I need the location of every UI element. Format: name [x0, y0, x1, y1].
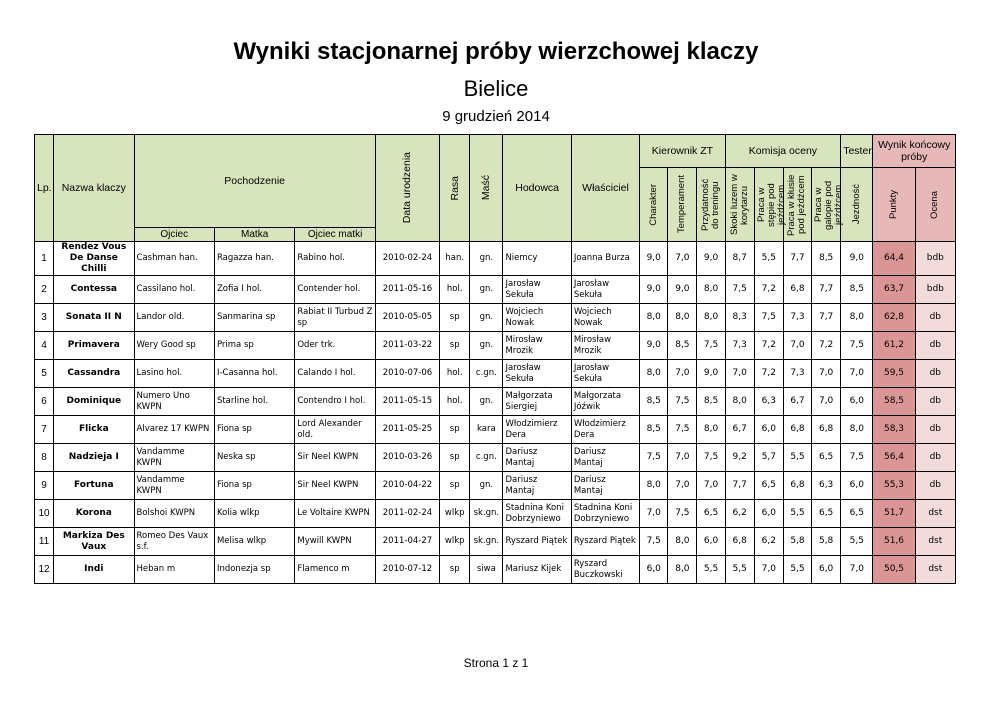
score-trainability-cell: 9,0	[697, 360, 725, 388]
mother-father-cell: Lord Alexander old.	[295, 416, 375, 444]
score-character-cell: 8,5	[640, 388, 668, 416]
final-grade-cell: bdb	[915, 242, 955, 276]
table-row	[35, 360, 956, 388]
score-trainability-cell: 6,5	[697, 500, 725, 528]
score-trot-cell: 5,5	[783, 500, 811, 528]
mother-cell: Starline hol.	[214, 388, 294, 416]
breeder-cell: Małgorzata Siergiej	[503, 388, 571, 416]
score-trot-cell: 6,8	[783, 416, 811, 444]
score-character-cell: 9,0	[640, 276, 668, 304]
breed-cell: sp	[440, 332, 470, 360]
score-temperament-cell: 7,5	[668, 416, 697, 444]
table-row	[35, 276, 956, 304]
score-walk-cell: 7,2	[754, 332, 783, 360]
score-rideability-cell: 6,0	[841, 388, 873, 416]
score-character-cell: 8,5	[640, 416, 668, 444]
score-walk-cell: 5,7	[754, 444, 783, 472]
breeder-cell: Włodzimierz Dera	[503, 416, 571, 444]
score-free-jump-cell: 7,7	[725, 472, 754, 500]
owner-cell: Małgorzata Jóźwik	[571, 388, 639, 416]
score-character-cell: 8,0	[640, 360, 668, 388]
score-trot-cell: 7,3	[783, 360, 811, 388]
table-row	[35, 472, 956, 500]
father-cell: Vandamme KWPN	[134, 472, 214, 500]
header-rideability: Jezdność	[841, 168, 873, 242]
birth-date-cell: 2011-04-27	[375, 528, 439, 556]
row-lp-cell: 2	[35, 276, 54, 304]
header-final-group: Wynik końcowy próby	[873, 135, 956, 168]
birth-date-cell: 2010-07-06	[375, 360, 439, 388]
header-canter: Praca w galopie pod jeźdźcem	[812, 168, 841, 242]
score-character-cell: 7,5	[640, 444, 668, 472]
mother-father-cell: Contender hol.	[295, 276, 375, 304]
score-temperament-cell: 7,0	[668, 472, 697, 500]
row-lp-cell: 11	[35, 528, 54, 556]
horse-name-cell: Indi	[54, 556, 134, 584]
table-header	[35, 135, 956, 242]
table-row	[35, 304, 956, 332]
table-body	[35, 242, 956, 584]
score-trainability-cell: 8,0	[697, 276, 725, 304]
score-walk-cell: 7,0	[754, 556, 783, 584]
score-walk-cell: 6,5	[754, 472, 783, 500]
score-temperament-cell: 7,0	[668, 444, 697, 472]
score-canter-cell: 6,0	[812, 556, 841, 584]
final-grade-cell: dst	[915, 556, 955, 584]
final-points-cell: 51,6	[873, 528, 915, 556]
score-character-cell: 9,0	[640, 242, 668, 276]
mother-father-cell: Sir Neel KWPN	[295, 444, 375, 472]
score-trainability-cell: 8,0	[697, 304, 725, 332]
score-canter-cell: 7,2	[812, 332, 841, 360]
final-points-cell: 50,5	[873, 556, 915, 584]
final-grade-cell: dst	[915, 528, 955, 556]
birth-date-cell: 2010-04-22	[375, 472, 439, 500]
header-father: Ojciec	[134, 228, 214, 242]
mother-cell: Kolia wlkp	[214, 500, 294, 528]
header-trot: Praca w kłusie pod jeźdźcem	[783, 168, 811, 242]
score-walk-cell: 7,5	[754, 304, 783, 332]
mother-father-cell: Contendro I hol.	[295, 388, 375, 416]
breeder-cell: Jarosław Sekuła	[503, 276, 571, 304]
father-cell: Romeo Des Vaux s.f.	[134, 528, 214, 556]
mother-father-cell: Calando I hol.	[295, 360, 375, 388]
breeder-cell: Stadnina Koni Dobrzyniewo	[503, 500, 571, 528]
score-free-jump-cell: 9,2	[725, 444, 754, 472]
breeder-cell: Wojciech Nowak	[503, 304, 571, 332]
score-walk-cell: 6,0	[754, 416, 783, 444]
mother-cell: Indonezja sp	[214, 556, 294, 584]
breed-cell: han.	[440, 242, 470, 276]
score-free-jump-cell: 8,7	[725, 242, 754, 276]
score-temperament-cell: 8,5	[668, 332, 697, 360]
horse-name-cell: Markiza Des Vaux	[54, 528, 134, 556]
score-free-jump-cell: 8,0	[725, 388, 754, 416]
score-trainability-cell: 9,0	[697, 242, 725, 276]
score-trot-cell: 7,3	[783, 304, 811, 332]
final-points-cell: 64,4	[873, 242, 915, 276]
birth-date-cell: 2011-05-15	[375, 388, 439, 416]
score-trot-cell: 6,7	[783, 388, 811, 416]
breeder-cell: Dariusz Mantaj	[503, 472, 571, 500]
score-character-cell: 9,0	[640, 332, 668, 360]
score-rideability-cell: 6,5	[841, 500, 873, 528]
score-free-jump-cell: 7,3	[725, 332, 754, 360]
table-row	[35, 416, 956, 444]
table-row	[35, 332, 956, 360]
breed-cell: wlkp	[440, 528, 470, 556]
color-cell: siwa	[470, 556, 503, 584]
mother-father-cell: Rabiat II Turbud Z sp	[295, 304, 375, 332]
header-lp: Lp.	[35, 135, 54, 242]
score-walk-cell: 6,3	[754, 388, 783, 416]
horse-name-cell: Nadzieja I	[54, 444, 134, 472]
score-rideability-cell: 7,0	[841, 556, 873, 584]
owner-cell: Joanna Burza	[571, 242, 639, 276]
page-footer: Strona 1 z 1	[463, 656, 529, 670]
owner-cell: Wojciech Nowak	[571, 304, 639, 332]
birth-date-cell: 2010-02-24	[375, 242, 439, 276]
father-cell: Vandamme KWPN	[134, 444, 214, 472]
breed-cell: sp	[440, 416, 470, 444]
header-free-jump: Skoki luzem w korytarzu	[725, 168, 754, 242]
header-name: Nazwa klaczy	[54, 135, 134, 242]
score-rideability-cell: 8,0	[841, 304, 873, 332]
score-free-jump-cell: 7,5	[725, 276, 754, 304]
breeder-cell: Mirosław Mrozik	[503, 332, 571, 360]
row-lp-cell: 10	[35, 500, 54, 528]
score-trainability-cell: 8,5	[697, 388, 725, 416]
score-trot-cell: 6,8	[783, 472, 811, 500]
father-cell: Cassilano hol.	[134, 276, 214, 304]
score-temperament-cell: 7,5	[668, 500, 697, 528]
final-grade-cell: db	[915, 304, 955, 332]
final-points-cell: 56,4	[873, 444, 915, 472]
final-grade-cell: db	[915, 472, 955, 500]
mother-cell: Neska sp	[214, 444, 294, 472]
header-breed: Rasa	[440, 135, 470, 242]
header-walk: Praca w stępie pod jeźdźcem	[754, 168, 783, 242]
table-row	[35, 528, 956, 556]
score-canter-cell: 6,5	[812, 444, 841, 472]
header-temperament: Temperament	[668, 168, 697, 242]
row-lp-cell: 4	[35, 332, 54, 360]
final-points-cell: 62,8	[873, 304, 915, 332]
score-walk-cell: 5,5	[754, 242, 783, 276]
score-rideability-cell: 7,5	[841, 332, 873, 360]
father-cell: Bolshoi KWPN	[134, 500, 214, 528]
owner-cell: Dariusz Mantaj	[571, 444, 639, 472]
row-lp-cell: 3	[35, 304, 54, 332]
score-rideability-cell: 8,5	[841, 276, 873, 304]
score-canter-cell: 6,5	[812, 500, 841, 528]
horse-name-cell: Primavera	[54, 332, 134, 360]
father-cell: Landor old.	[134, 304, 214, 332]
breed-cell: sp	[440, 304, 470, 332]
score-character-cell: 7,5	[640, 528, 668, 556]
breed-cell: wlkp	[440, 500, 470, 528]
score-trainability-cell: 7,5	[697, 332, 725, 360]
father-cell: Cashman han.	[134, 242, 214, 276]
horse-name-cell: Contessa	[54, 276, 134, 304]
final-grade-cell: dst	[915, 500, 955, 528]
owner-cell: Włodzimierz Dera	[571, 416, 639, 444]
page-subtitle: Bielice	[463, 76, 529, 101]
score-rideability-cell: 8,0	[841, 416, 873, 444]
mother-cell: Melisa wlkp	[214, 528, 294, 556]
header-tester-group: Tester	[841, 135, 873, 168]
final-grade-cell: bdb	[915, 276, 955, 304]
owner-cell: Jarosław Sekuła	[571, 360, 639, 388]
row-lp-cell: 8	[35, 444, 54, 472]
row-lp-cell: 1	[35, 242, 54, 276]
breeder-cell: Ryszard Piątek	[503, 528, 571, 556]
horse-name-cell: Korona	[54, 500, 134, 528]
final-points-cell: 55,3	[873, 472, 915, 500]
score-temperament-cell: 7,0	[668, 242, 697, 276]
header-manager-group: Kierownik ZT	[640, 135, 725, 168]
score-temperament-cell: 7,0	[668, 360, 697, 388]
score-free-jump-cell: 6,7	[725, 416, 754, 444]
score-free-jump-cell: 5,5	[725, 556, 754, 584]
row-lp-cell: 12	[35, 556, 54, 584]
color-cell: gn.	[470, 304, 503, 332]
table-row	[35, 444, 956, 472]
mother-father-cell: Rabino hol.	[295, 242, 375, 276]
horse-name-cell: Fortuna	[54, 472, 134, 500]
mother-cell: Prima sp	[214, 332, 294, 360]
final-points-cell: 58,5	[873, 388, 915, 416]
score-trainability-cell: 6,0	[697, 528, 725, 556]
score-character-cell: 6,0	[640, 556, 668, 584]
owner-cell: Dariusz Mantaj	[571, 472, 639, 500]
horse-name-cell: Dominique	[54, 388, 134, 416]
horse-name-cell: Flicka	[54, 416, 134, 444]
score-trainability-cell: 8,0	[697, 416, 725, 444]
color-cell: gn.	[470, 472, 503, 500]
score-canter-cell: 6,3	[812, 472, 841, 500]
final-points-cell: 63,7	[873, 276, 915, 304]
final-grade-cell: db	[915, 416, 955, 444]
table-row	[35, 388, 956, 416]
score-trainability-cell: 7,5	[697, 444, 725, 472]
mother-cell: I-Casanna hol.	[214, 360, 294, 388]
mother-father-cell: Mywill KWPN	[295, 528, 375, 556]
father-cell: Heban m	[134, 556, 214, 584]
score-character-cell: 8,0	[640, 304, 668, 332]
score-walk-cell: 7,2	[754, 276, 783, 304]
header-trainability: Przydatność do treningu	[697, 168, 725, 242]
score-rideability-cell: 5,5	[841, 528, 873, 556]
score-rideability-cell: 7,0	[841, 360, 873, 388]
birth-date-cell: 2010-03-26	[375, 444, 439, 472]
score-trot-cell: 5,5	[783, 556, 811, 584]
score-walk-cell: 6,0	[754, 500, 783, 528]
score-trot-cell: 7,0	[783, 332, 811, 360]
table-row	[35, 500, 956, 528]
score-trainability-cell: 7,0	[697, 472, 725, 500]
score-canter-cell: 7,7	[812, 304, 841, 332]
horse-name-cell: Cassandra	[54, 360, 134, 388]
score-rideability-cell: 6,0	[841, 472, 873, 500]
score-trot-cell: 5,5	[783, 444, 811, 472]
color-cell: gn.	[470, 276, 503, 304]
header-mother-father: Ojciec matki	[295, 228, 375, 242]
score-temperament-cell: 8,0	[668, 556, 697, 584]
score-rideability-cell: 9,0	[841, 242, 873, 276]
father-cell: Wery Good sp	[134, 332, 214, 360]
header-mother: Matka	[214, 228, 294, 242]
score-free-jump-cell: 7,0	[725, 360, 754, 388]
breeder-cell: Jarosław Sekuła	[503, 360, 571, 388]
score-character-cell: 7,0	[640, 500, 668, 528]
score-free-jump-cell: 6,8	[725, 528, 754, 556]
score-trot-cell: 5,8	[783, 528, 811, 556]
header-color: Maść	[470, 135, 503, 242]
final-points-cell: 58,3	[873, 416, 915, 444]
color-cell: c.gn.	[470, 360, 503, 388]
score-trainability-cell: 5,5	[697, 556, 725, 584]
mother-cell: Ragazza han.	[214, 242, 294, 276]
score-canter-cell: 7,0	[812, 388, 841, 416]
father-cell: Numero Uno KWPN	[134, 388, 214, 416]
color-cell: c.gn.	[470, 444, 503, 472]
results-table	[34, 134, 956, 584]
breed-cell: sp	[440, 556, 470, 584]
breed-cell: sp	[440, 444, 470, 472]
score-canter-cell: 5,8	[812, 528, 841, 556]
final-points-cell: 51,7	[873, 500, 915, 528]
row-lp-cell: 9	[35, 472, 54, 500]
score-temperament-cell: 7,5	[668, 388, 697, 416]
header-grade: Ocena	[915, 168, 955, 242]
final-points-cell: 59,5	[873, 360, 915, 388]
father-cell: Lasino hol.	[134, 360, 214, 388]
owner-cell: Jarosław Sekuła	[571, 276, 639, 304]
breeder-cell: Niemcy	[503, 242, 571, 276]
breed-cell: sp	[440, 472, 470, 500]
header-breeder: Hodowca	[503, 135, 571, 242]
color-cell: gn.	[470, 388, 503, 416]
score-canter-cell: 7,0	[812, 360, 841, 388]
final-grade-cell: db	[915, 388, 955, 416]
score-free-jump-cell: 8,3	[725, 304, 754, 332]
breed-cell: hol.	[440, 388, 470, 416]
score-walk-cell: 7,2	[754, 360, 783, 388]
row-lp-cell: 5	[35, 360, 54, 388]
color-cell: gn.	[470, 242, 503, 276]
owner-cell: Stadnina Koni Dobrzyniewo	[571, 500, 639, 528]
score-temperament-cell: 8,0	[668, 528, 697, 556]
father-cell: Alvarez 17 KWPN	[134, 416, 214, 444]
final-grade-cell: db	[915, 360, 955, 388]
birth-date-cell: 2011-05-25	[375, 416, 439, 444]
color-cell: kara	[470, 416, 503, 444]
score-canter-cell: 8,5	[812, 242, 841, 276]
header-pedigree: Pochodzenie	[134, 135, 375, 228]
birth-date-cell: 2011-03-22	[375, 332, 439, 360]
final-points-cell: 61,2	[873, 332, 915, 360]
owner-cell: Ryszard Buczkowski	[571, 556, 639, 584]
row-lp-cell: 7	[35, 416, 54, 444]
mother-father-cell: Sir Neel KWPN	[295, 472, 375, 500]
score-trot-cell: 7,7	[783, 242, 811, 276]
birth-date-cell: 2011-02-24	[375, 500, 439, 528]
page-title: Wyniki stacjonarnej próby wierzchowej klaczy	[233, 38, 759, 65]
birth-date-cell: 2010-05-05	[375, 304, 439, 332]
color-cell: sk.gn.	[470, 528, 503, 556]
score-temperament-cell: 9,0	[668, 276, 697, 304]
header-character: Charakter	[640, 168, 668, 242]
table-row	[35, 556, 956, 584]
owner-cell: Mirosław Mrozik	[571, 332, 639, 360]
row-lp-cell: 6	[35, 388, 54, 416]
horse-name-cell: Rendez Vous De Danse Chilli	[54, 242, 134, 276]
breeder-cell: Dariusz Mantaj	[503, 444, 571, 472]
mother-father-cell: Flamenco m	[295, 556, 375, 584]
score-character-cell: 8,0	[640, 472, 668, 500]
color-cell: gn.	[470, 332, 503, 360]
owner-cell: Ryszard Piątek	[571, 528, 639, 556]
mother-cell: Fiona sp	[214, 416, 294, 444]
page-date: 9 grudzień 2014	[442, 108, 550, 125]
header-owner: Właściciel	[571, 135, 639, 242]
header-committee-group: Komisja oceny	[725, 135, 841, 168]
mother-cell: Zofia I hol.	[214, 276, 294, 304]
header-birth-date: Data urodzenia	[375, 135, 439, 242]
breed-cell: hol.	[440, 276, 470, 304]
mother-father-cell: Le Voltaire KWPN	[295, 500, 375, 528]
score-canter-cell: 7,7	[812, 276, 841, 304]
mother-cell: Sanmarina sp	[214, 304, 294, 332]
score-canter-cell: 6,8	[812, 416, 841, 444]
birth-date-cell: 2011-05-16	[375, 276, 439, 304]
header-points: Punkty	[873, 168, 915, 242]
breed-cell: hol.	[440, 360, 470, 388]
score-rideability-cell: 7,5	[841, 444, 873, 472]
score-temperament-cell: 8,0	[668, 304, 697, 332]
birth-date-cell: 2010-07-12	[375, 556, 439, 584]
final-grade-cell: db	[915, 332, 955, 360]
mother-father-cell: Oder trk.	[295, 332, 375, 360]
breeder-cell: Mariusz Kijek	[503, 556, 571, 584]
color-cell: sk.gn.	[470, 500, 503, 528]
mother-cell: Fiona sp	[214, 472, 294, 500]
final-grade-cell: db	[915, 444, 955, 472]
score-free-jump-cell: 6,2	[725, 500, 754, 528]
horse-name-cell: Sonata II N	[54, 304, 134, 332]
score-walk-cell: 6,2	[754, 528, 783, 556]
score-trot-cell: 6,8	[783, 276, 811, 304]
table-row	[35, 242, 956, 276]
